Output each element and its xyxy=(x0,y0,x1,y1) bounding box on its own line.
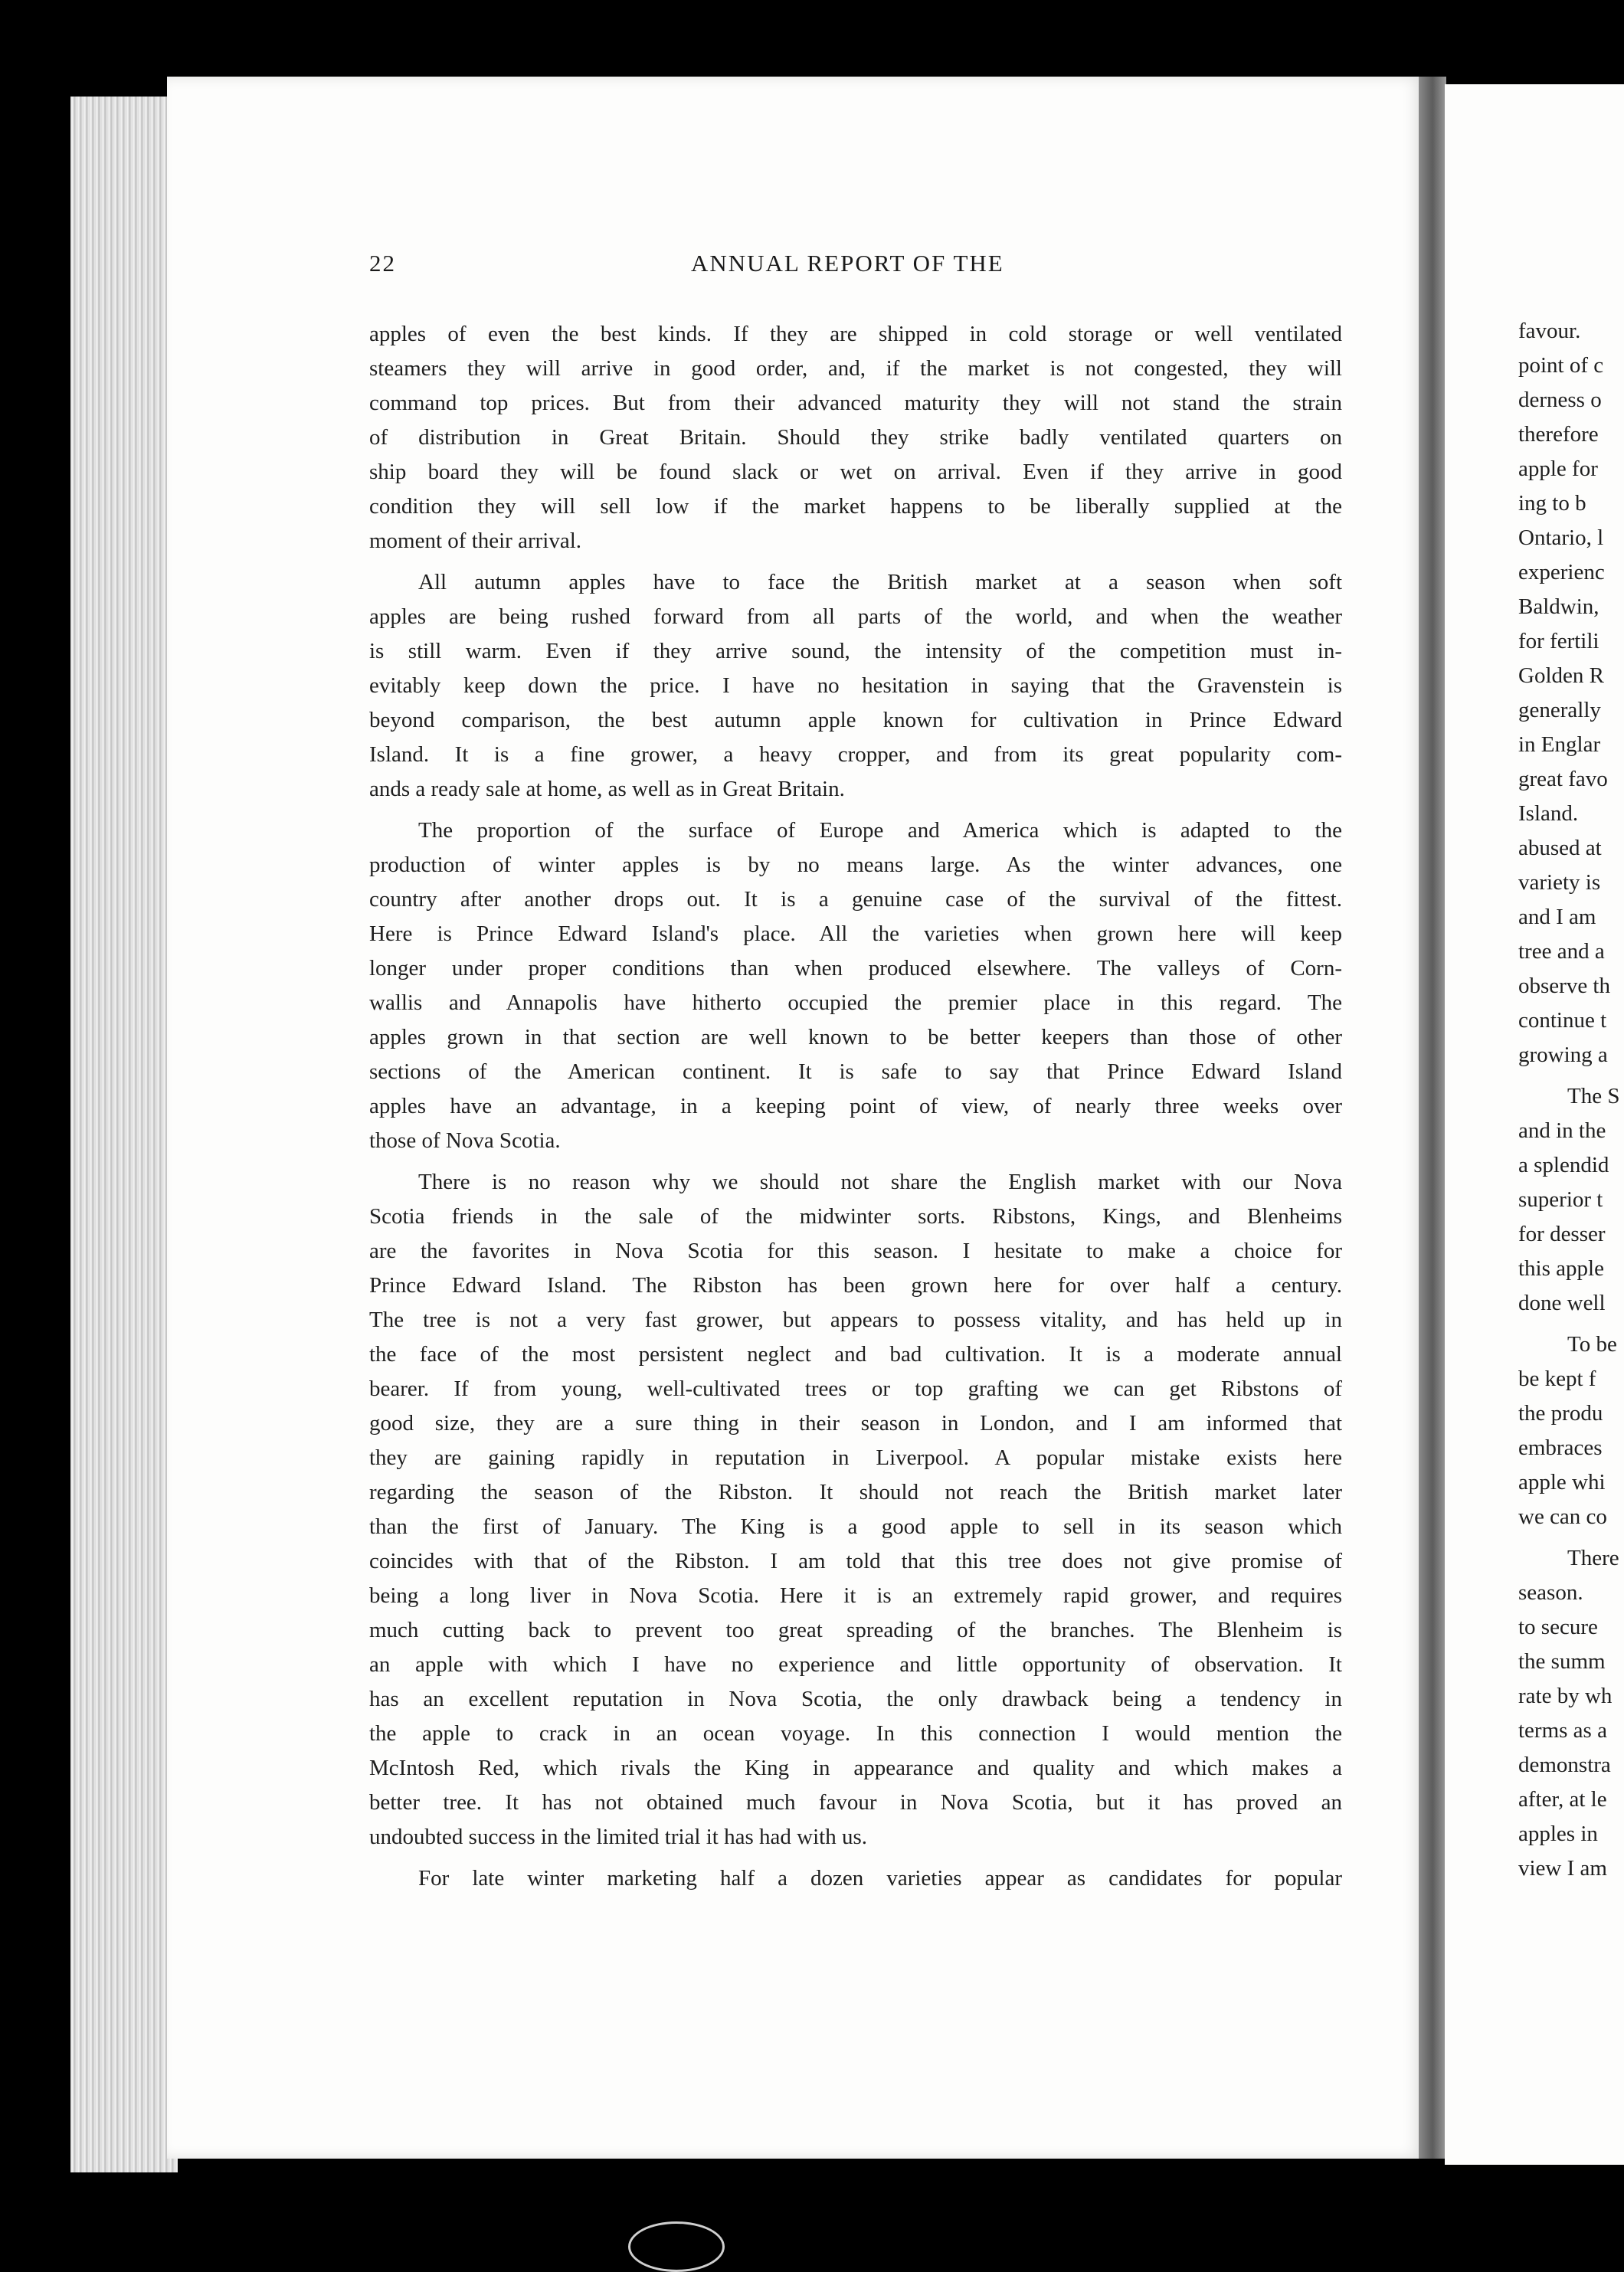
page-number: 22 xyxy=(369,250,396,277)
text-line: There xyxy=(1567,1546,1619,1570)
text-line: has an excellent reputation in Nova Scotia, the only drawback being a tendency in xyxy=(369,1687,1342,1711)
text-line: regarding the season of the Ribston. It should not reach the British market later xyxy=(369,1480,1342,1504)
text-line: the summ xyxy=(1518,1649,1606,1674)
text-line: steamers they will arrive in good order, and, if the market is not congested, they will xyxy=(369,356,1342,381)
text-line: variety is xyxy=(1518,870,1601,895)
text-line: The proportion of the surface of Europe and America which is adapted to the xyxy=(418,818,1342,843)
text-line: tree and a xyxy=(1518,939,1605,964)
paragraph xyxy=(369,1165,1342,1855)
paragraph-gap xyxy=(369,1855,1342,1861)
text-line: demonstra xyxy=(1518,1753,1611,1777)
bottom-arc-mark xyxy=(628,2221,725,2272)
text-line: ship board they will be found slack or wet on arrival. Even if they arrive in good xyxy=(369,460,1342,484)
text-line: much cutting back to prevent too great spreading of the branches. The Blenheim is xyxy=(369,1618,1342,1642)
text-line: good size, they are a sure thing in their season in London, and I am informed that xyxy=(369,1411,1342,1436)
text-line: All autumn apples have to face the British market at a season when soft xyxy=(418,570,1342,594)
body-text xyxy=(369,317,1342,1896)
text-line: a splendid xyxy=(1518,1153,1609,1177)
text-line: Baldwin, xyxy=(1518,594,1599,619)
paragraph-gap xyxy=(369,558,1342,565)
text-line: and in the xyxy=(1518,1118,1606,1143)
running-head xyxy=(369,250,1342,283)
text-line: an apple with which I have no experience and little opportunity of observation. It xyxy=(369,1652,1342,1677)
paragraph-gap xyxy=(1518,1321,1624,1328)
text-line: they are gaining rapidly in reputation in Liverpool. A popular mistake exists here xyxy=(369,1445,1342,1470)
text-line: are the favorites in Nova Scotia for this season. I hesitate to make a choice for xyxy=(369,1239,1342,1263)
text-line: to secure xyxy=(1518,1615,1598,1639)
text-line: apples of even the best kinds. If they are shipped in cold storage or well ventilated xyxy=(369,322,1342,346)
text-line: superior t xyxy=(1518,1187,1603,1212)
text-line: Golden R xyxy=(1518,663,1604,688)
text-line: than the first of January. The King is a good apple to sell in its season which xyxy=(369,1514,1342,1539)
text-line: is still warm. Even if they arrive sound, the intensity of the competition must in- xyxy=(369,639,1342,663)
book-page-edges xyxy=(70,97,178,2172)
text-line: experienc xyxy=(1518,560,1605,584)
paragraph xyxy=(369,317,1342,558)
text-line: apple whi xyxy=(1518,1470,1606,1494)
text-line: ing to b xyxy=(1518,491,1586,516)
text-line: For late winter marketing half a dozen varieties appear as candidates for popular xyxy=(418,1866,1342,1891)
text-line: this apple xyxy=(1518,1256,1604,1281)
text-line: coincides with that of the Ribston. I am told that this tree does not give promise of xyxy=(369,1549,1342,1573)
paragraph xyxy=(369,814,1342,1158)
text-line: after, at le xyxy=(1518,1787,1607,1812)
right-page-fragment xyxy=(1445,84,1624,2165)
text-line: apple for xyxy=(1518,457,1598,481)
text-line: moment of their arrival. xyxy=(369,529,582,553)
text-line: being a long liver in Nova Scotia. Here it is an extremely rapid grower, and requires xyxy=(369,1583,1342,1608)
text-line: evitably keep down the price. I have no hesitation in saying that the Gravenstein is xyxy=(369,673,1342,698)
text-line: The S xyxy=(1567,1084,1620,1108)
text-line: To be xyxy=(1567,1332,1617,1357)
text-line: beyond comparison, the best autumn apple known for cultivation in Prince Edward xyxy=(369,708,1342,732)
text-line: Island. xyxy=(1518,801,1579,826)
text-line: better tree. It has not obtained much favour in Nova Scotia, but it has proved an xyxy=(369,1790,1342,1815)
text-line: and I am xyxy=(1518,905,1596,929)
text-line: apples in xyxy=(1518,1822,1598,1846)
text-line: of distribution in Great Britain. Should they strike badly ventilated quarters on xyxy=(369,425,1342,450)
text-line: generally xyxy=(1518,698,1601,722)
text-line: Prince Edward Island. The Ribston has been grown here for over half a century. xyxy=(369,1273,1342,1298)
text-line: apples are being rushed forward from all parts of the world, and when the weather xyxy=(369,604,1342,629)
text-line: Here is Prince Edward Island's place. All the varieties when grown here will keep xyxy=(369,922,1342,946)
text-line: abused at xyxy=(1518,836,1602,860)
paragraph-gap xyxy=(1518,1072,1624,1079)
text-line: terms as a xyxy=(1518,1718,1607,1743)
text-line: condition they will sell low if the market happens to be liberally supplied at the xyxy=(369,494,1342,519)
text-line: There is no reason why we should not share the English market with our Nova xyxy=(418,1170,1342,1194)
text-line: undoubted success in the limited trial it has had with us. xyxy=(369,1825,867,1849)
text-line: production of winter apples is by no means large. As the winter advances, one xyxy=(369,853,1342,877)
text-line: in Englar xyxy=(1518,732,1601,757)
text-line: the produ xyxy=(1518,1401,1603,1426)
text-line: McIntosh Red, which rivals the King in appearance and quality and which makes a xyxy=(369,1756,1342,1780)
text-line: season. xyxy=(1518,1580,1583,1605)
text-line: The tree is not a very fast grower, but appears to possess vitality, and has held up in xyxy=(369,1308,1342,1332)
text-line: observe th xyxy=(1518,974,1610,998)
text-line: country after another drops out. It is a genuine case of the survival of the fittest. xyxy=(369,887,1342,912)
text-line: rate by wh xyxy=(1518,1684,1613,1708)
text-line: derness o xyxy=(1518,388,1602,412)
text-line: we can co xyxy=(1518,1504,1607,1529)
paragraph-gap xyxy=(1518,1534,1624,1541)
text-line: the face of the most persistent neglect and bad cultivation. It is a moderate annual xyxy=(369,1342,1342,1367)
paragraph xyxy=(369,565,1342,807)
text-line: apples grown in that section are well known to be better keepers than those of other xyxy=(369,1025,1342,1049)
text-line: continue t xyxy=(1518,1008,1607,1033)
text-line: therefore xyxy=(1518,422,1599,447)
text-line: point of c xyxy=(1518,353,1604,378)
text-line: those of Nova Scotia. xyxy=(369,1128,561,1153)
text-line: growing a xyxy=(1518,1043,1608,1067)
header-title: ANNUAL REPORT OF THE xyxy=(691,250,1004,277)
text-line: Ontario, l xyxy=(1518,525,1604,550)
text-line: ands a ready sale at home, as well as in Great Britain. xyxy=(369,777,845,801)
text-line: favour. xyxy=(1518,319,1581,343)
text-line: longer under proper conditions than when produced elsewhere. The valleys of Corn- xyxy=(369,956,1342,980)
text-line: great favo xyxy=(1518,767,1608,791)
right-page-text xyxy=(1518,314,1624,1886)
text-line: embraces xyxy=(1518,1436,1603,1460)
text-line: for desser xyxy=(1518,1222,1606,1246)
text-line: done well xyxy=(1518,1291,1606,1315)
text-line: for fertili xyxy=(1518,629,1599,653)
paragraph xyxy=(369,1861,1342,1896)
text-line: apples have an advantage, in a keeping point of view, of nearly three weeks over xyxy=(369,1094,1342,1118)
text-line: bearer. If from young, well-cultivated trees or top grafting we can get Ribstons of xyxy=(369,1377,1342,1401)
text-line: command top prices. But from their advanced maturity they will not stand the strain xyxy=(369,391,1342,415)
text-line: wallis and Annapolis have hitherto occupied the premier place in this regard. The xyxy=(369,990,1342,1015)
text-line: Island. It is a fine grower, a heavy cropper, and from its great popularity com- xyxy=(369,742,1342,767)
text-line: the apple to crack in an ocean voyage. In this connection I would mention the xyxy=(369,1721,1342,1746)
book-gutter xyxy=(1419,77,1446,2159)
paragraph-gap xyxy=(369,807,1342,814)
text-line: Scotia friends in the sale of the midwinter sorts. Ribstons, Kings, and Blenheims xyxy=(369,1204,1342,1229)
text-line: be kept f xyxy=(1518,1367,1596,1391)
paragraph-gap xyxy=(369,1158,1342,1165)
text-line: sections of the American continent. It is safe to say that Prince Edward Island xyxy=(369,1059,1342,1084)
text-line: view I am xyxy=(1518,1856,1607,1881)
